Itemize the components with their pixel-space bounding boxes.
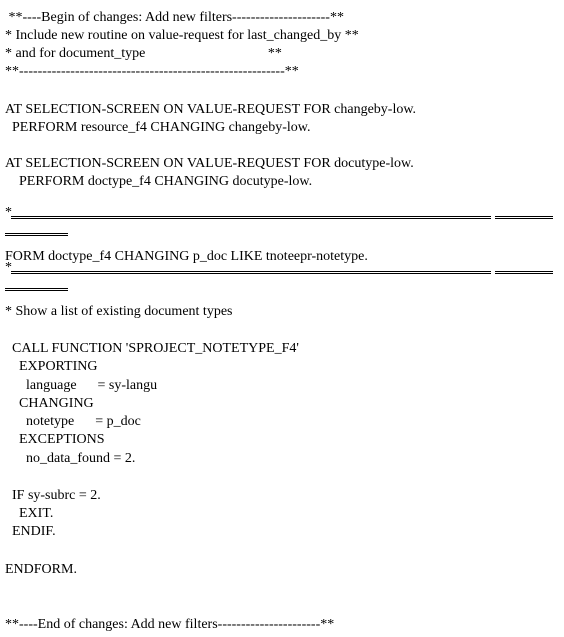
double-rule-line bbox=[11, 216, 553, 219]
no-data-found-exception: no_data_found = 2. bbox=[5, 451, 136, 466]
if-sy-subrc-line: IF sy-subrc = 2. bbox=[5, 488, 101, 503]
form-doctype-f4: FORM doctype_f4 CHANGING p_doc LIKE tnoteepr-notetype. bbox=[5, 249, 368, 264]
end-changes-comment: **----End of changes: Add new filters----------------------** bbox=[5, 617, 335, 632]
comment-separator-line: **---------------------------------------------------------** bbox=[5, 64, 299, 79]
rule-star-marker: * bbox=[5, 260, 12, 275]
exit-statement: EXIT. bbox=[5, 506, 54, 521]
double-rule-split bbox=[491, 213, 495, 221]
exceptions-keyword: EXCEPTIONS bbox=[5, 432, 105, 447]
double-rule-separator bbox=[5, 262, 553, 296]
value-request-changeby: AT SELECTION-SCREEN ON VALUE-REQUEST FOR changeby-low. bbox=[5, 102, 417, 117]
value-request-docutype: AT SELECTION-SCREEN ON VALUE-REQUEST FOR docutype-low. bbox=[5, 156, 414, 171]
comment-show-list: * Show a list of existing document types bbox=[5, 304, 233, 319]
perform-resource-f4: PERFORM resource_f4 CHANGING changeby-low. bbox=[5, 120, 311, 135]
double-rule-split bbox=[491, 268, 495, 276]
double-rule-separator bbox=[5, 207, 553, 241]
comment-line-include-routine: * Include new routine on value-request for last_changed_by ** bbox=[5, 28, 359, 43]
changing-keyword: CHANGING bbox=[5, 396, 94, 411]
call-function-line: CALL FUNCTION 'SPROJECT_NOTETYPE_F4' bbox=[5, 341, 299, 356]
endform-statement: ENDFORM. bbox=[5, 562, 77, 577]
double-rule-line bbox=[11, 271, 553, 274]
endif-statement: ENDIF. bbox=[5, 524, 56, 539]
perform-doctype-f4: PERFORM doctype_f4 CHANGING docutype-low. bbox=[5, 174, 313, 189]
begin-changes-comment: **----Begin of changes: Add new filters---------------------** bbox=[5, 10, 344, 25]
comment-line-document-type: * and for document_type ** bbox=[5, 46, 282, 61]
double-rule-tail bbox=[5, 233, 68, 236]
rule-star-marker: * bbox=[5, 205, 12, 220]
language-parameter: language = sy-langu bbox=[5, 378, 158, 393]
notetype-parameter: notetype = p_doc bbox=[5, 414, 141, 429]
double-rule-tail bbox=[5, 288, 68, 291]
exporting-keyword: EXPORTING bbox=[5, 359, 98, 374]
